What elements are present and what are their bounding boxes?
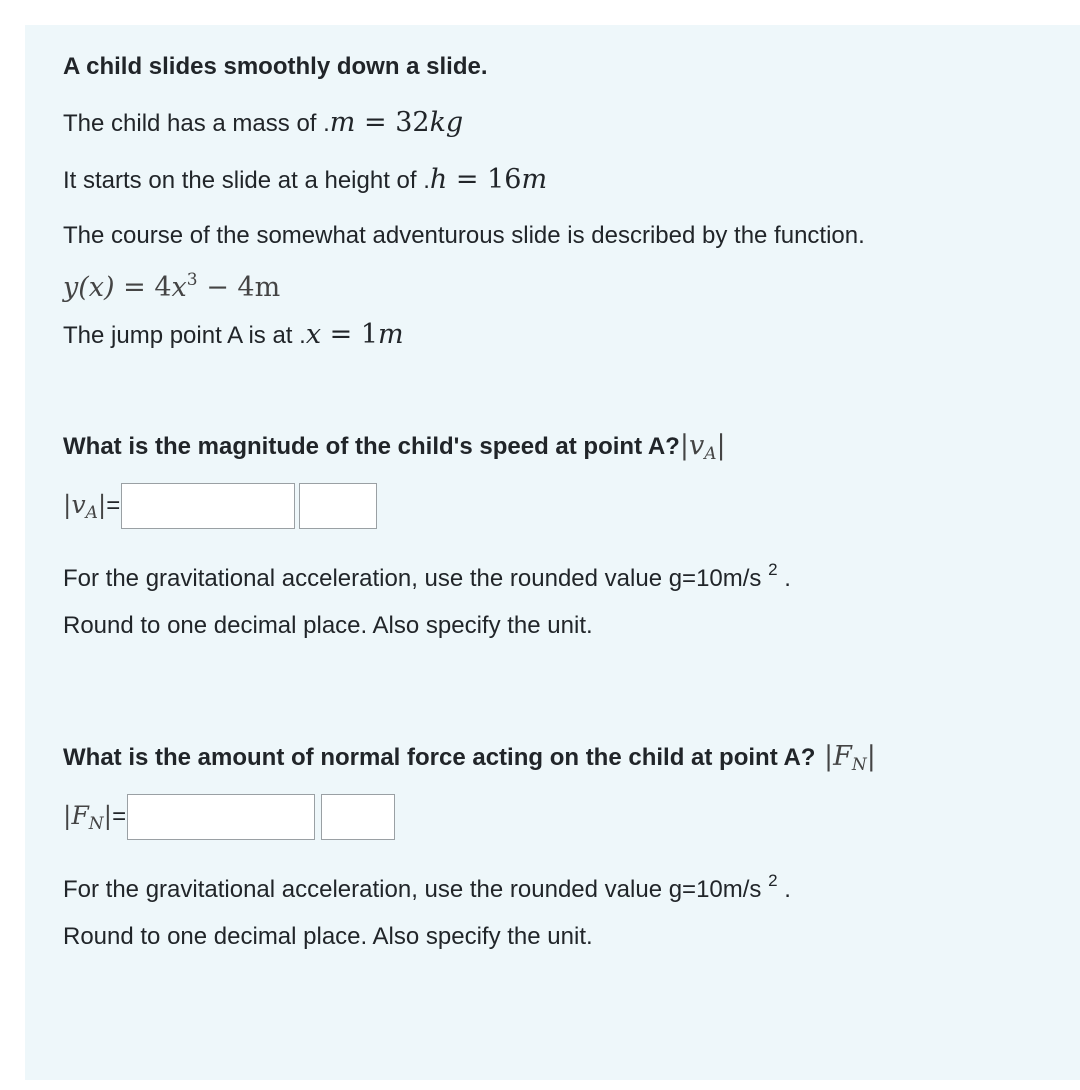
question2-value-input[interactable]	[127, 794, 315, 840]
question2-prompt: What is the amount of normal force acting on the child at point A?	[63, 744, 816, 771]
question-panel	[25, 25, 1080, 1080]
height-formula: h = 16m	[429, 164, 548, 195]
jump-text: The jump point A is at .	[63, 322, 306, 349]
question1-answer-row	[63, 483, 377, 529]
question1-prompt-line	[63, 431, 726, 469]
question1-prompt: What is the magnitude of the child's speed at point A?	[63, 433, 680, 460]
question2-round-hint: Round to one decimal place. Also specify the unit.	[63, 923, 593, 950]
question2-unit-input[interactable]	[321, 794, 395, 840]
equals-sign: =	[112, 803, 127, 830]
jump-line	[63, 320, 404, 351]
question1-value-input[interactable]	[121, 483, 295, 529]
mass-text: The child has a mass of .	[63, 110, 330, 137]
question2-gravity-hint: For the gravitational acceleration, use the rounded value g=10m/s $^2$ .	[63, 871, 791, 903]
question2-prompt-line	[63, 742, 876, 780]
equals-sign: =	[106, 492, 121, 519]
course-text: The course of the somewhat adventurous slide is described by the function.	[63, 222, 865, 249]
mass-formula: m = 32kg	[329, 107, 464, 138]
question1-answer-label: $|v_A|$	[63, 489, 107, 523]
question2-answer-label: $|F_N|$	[63, 800, 113, 834]
height-line	[63, 165, 547, 196]
question2-answer-row	[63, 794, 395, 840]
question1-gravity-hint: For the gravitational acceleration, use the rounded value g=10m/s $^2$ .	[63, 560, 791, 592]
mass-line	[63, 108, 463, 139]
question1-symbol: $|v_A|$	[679, 430, 726, 464]
intro-text: A child slides smoothly down a slide.	[63, 53, 488, 80]
question1-round-hint: Round to one decimal place. Also specify the unit.	[63, 612, 593, 639]
function-formula: $y(x) = 4x^3 - 4m$	[63, 270, 281, 303]
question1-unit-input[interactable]	[299, 483, 377, 529]
question2-symbol: $|F_N|$	[815, 741, 876, 775]
jump-formula: x = 1m	[305, 319, 404, 350]
height-text: It starts on the slide at a height of .	[63, 167, 430, 194]
